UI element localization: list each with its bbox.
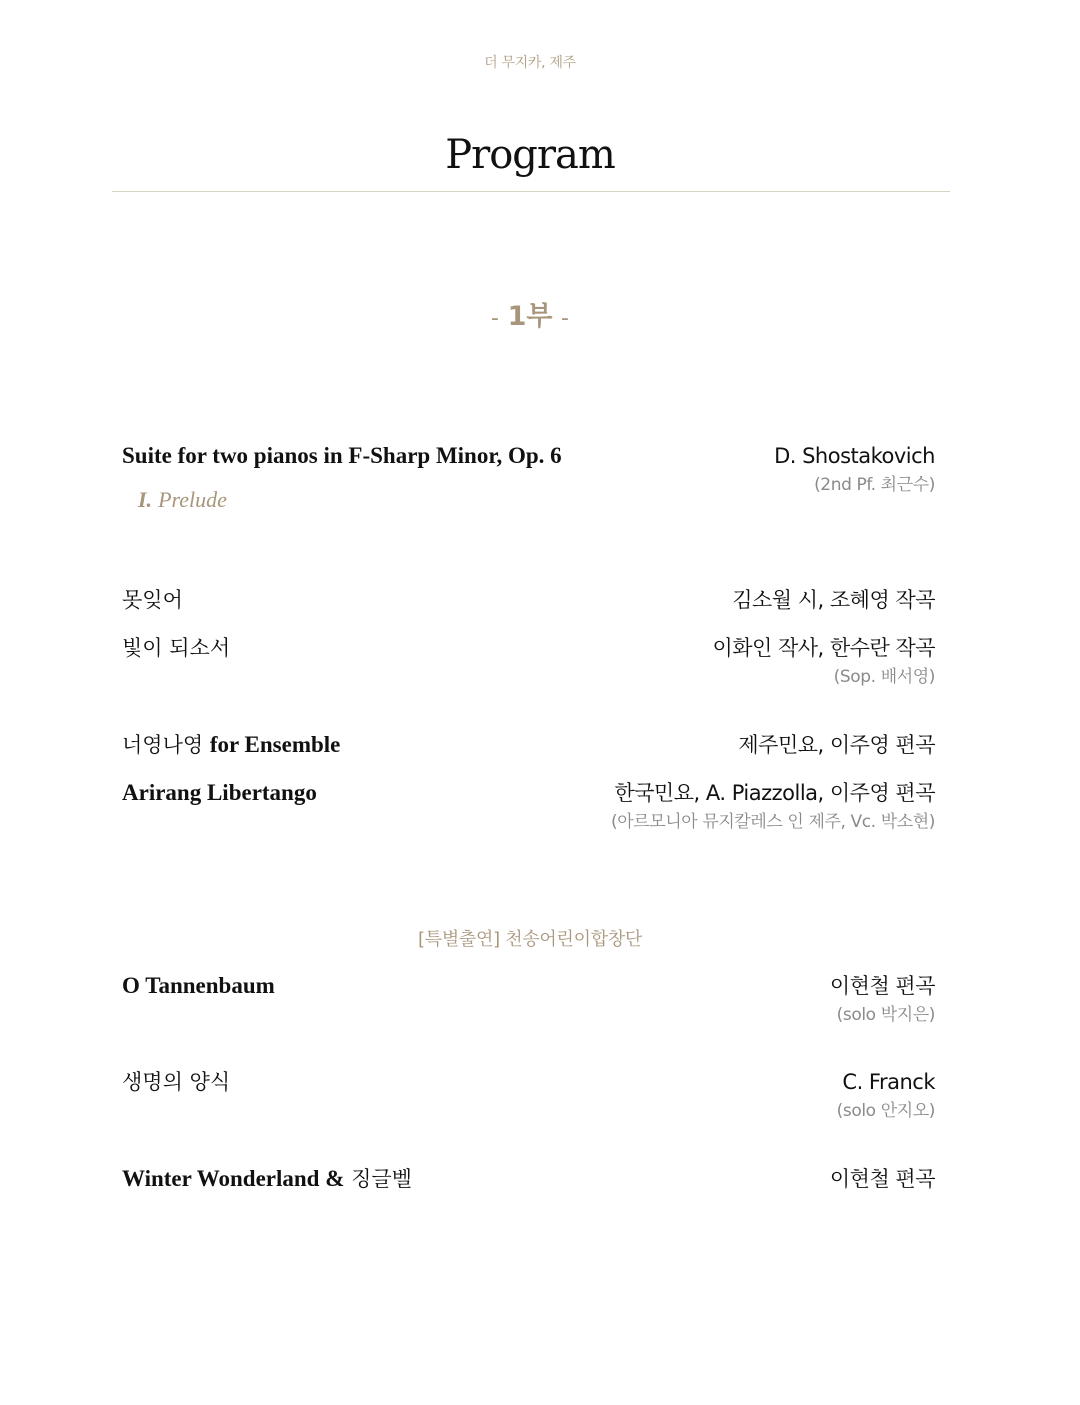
- composer: 이화인 작사, 한수란 작곡: [712, 636, 935, 660]
- work-title-kr: 징글벨: [351, 1167, 412, 1191]
- performer: (solo 박지은): [836, 1005, 935, 1025]
- performer: (2nd Pf. 최근수): [814, 475, 935, 495]
- composer: D. Shostakovich: [774, 444, 935, 468]
- work-title: O Tannenbaum: [122, 973, 275, 998]
- work-title-en: for Ensemble: [209, 732, 341, 757]
- work-title: [122, 730, 340, 760]
- venue-header: 더 무지카, 제주: [484, 55, 576, 71]
- special-guest-label: [특별출연] 천송어린이합창단: [418, 929, 642, 950]
- composer: 이현철 편곡: [829, 1167, 935, 1191]
- part-number: 1부: [507, 301, 553, 332]
- page-title: Program: [445, 132, 615, 178]
- movement-name: Prelude: [158, 487, 227, 512]
- work-title-kr: 너영나영: [122, 733, 204, 757]
- movement-number: I.: [138, 487, 153, 512]
- composer: 제주민요, 이주영 편곡: [738, 733, 935, 757]
- work-title: Arirang Libertango: [122, 780, 317, 805]
- work-title: 빛이 되소서: [122, 636, 231, 660]
- composer: 김소월 시, 조혜영 작곡: [732, 588, 935, 612]
- part-dash-right: -: [561, 306, 569, 331]
- work-title: [122, 1164, 412, 1194]
- movement: [138, 487, 227, 513]
- performer: (Sop. 배서영): [833, 667, 935, 687]
- part-label: [0, 294, 1060, 333]
- composer: 이현철 편곡: [829, 974, 935, 998]
- title-divider: [112, 191, 950, 192]
- composer: 한국민요, A. Piazzolla, 이주영 편곡: [614, 781, 935, 805]
- part-dash-left: -: [491, 306, 499, 331]
- work-title: Suite for two pianos in F-Sharp Minor, Op. 6: [122, 443, 562, 468]
- work-title-en: Winter Wonderland &: [122, 1166, 345, 1191]
- performer: (아르모니아 뮤지칼레스 인 제주, Vc. 박소현): [610, 812, 935, 832]
- work-title: 생명의 양식: [122, 1070, 231, 1094]
- work-title: 못잊어: [122, 588, 183, 612]
- performer: (solo 안지오): [836, 1101, 935, 1121]
- composer: C. Franck: [842, 1070, 935, 1094]
